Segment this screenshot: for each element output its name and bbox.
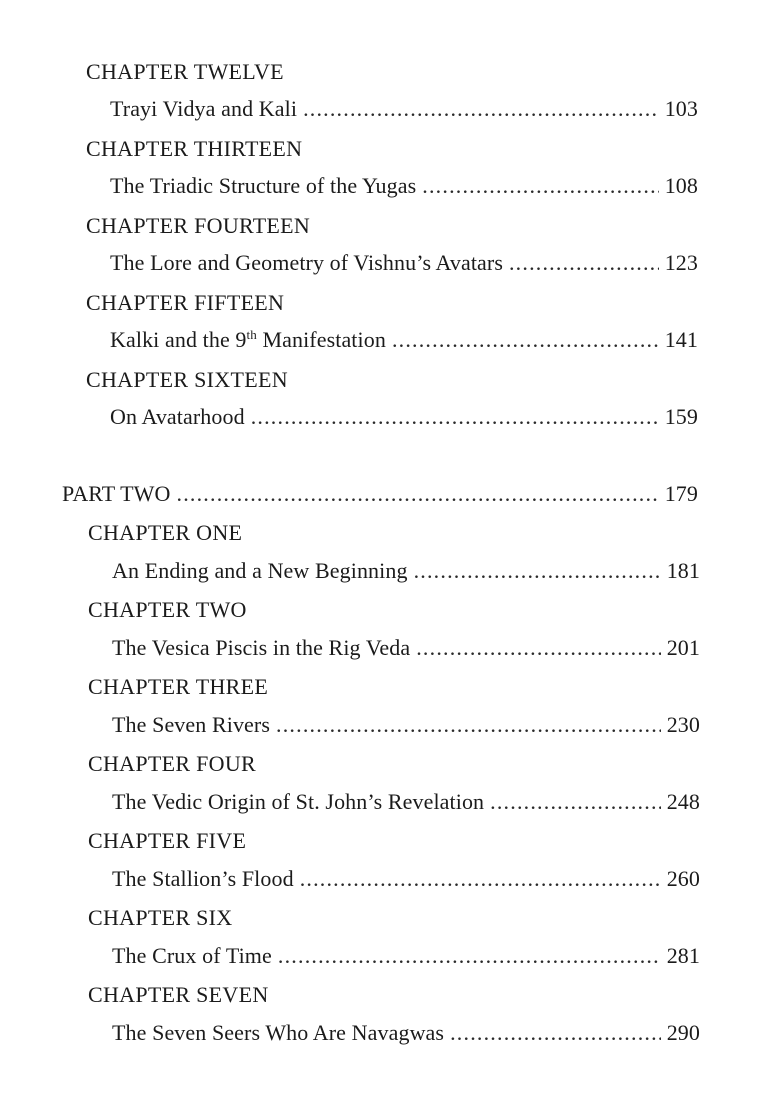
chapter-heading: CHAPTER FIFTEEN xyxy=(86,290,285,315)
dot-leader xyxy=(251,403,659,431)
chapter-heading: CHAPTER TWO xyxy=(88,597,247,622)
entry-title: The Vesica Piscis in the Rig Veda xyxy=(112,635,411,660)
page-number: 108 xyxy=(664,173,698,198)
page-number: 141 xyxy=(664,327,698,352)
dot-leader xyxy=(490,788,661,816)
entry-title: The Stallion’s Flood xyxy=(112,866,294,891)
page-number: 260 xyxy=(666,866,700,891)
toc-entry[interactable] xyxy=(112,634,700,662)
dot-leader xyxy=(414,557,661,585)
chapter-heading: CHAPTER TWELVE xyxy=(86,59,284,84)
part-title: PART TWO xyxy=(62,481,171,506)
page-number: 230 xyxy=(666,712,700,737)
page-number: 201 xyxy=(666,635,700,660)
entry-title: The Triadic Structure of the Yugas xyxy=(110,173,417,198)
entry-title: The Seven Rivers xyxy=(112,712,271,737)
dot-leader xyxy=(450,1019,661,1047)
chapter-heading: CHAPTER FOURTEEN xyxy=(86,213,311,238)
dot-leader xyxy=(303,95,659,123)
page-number: 179 xyxy=(664,481,698,506)
dot-leader xyxy=(300,865,661,893)
entry-title: The Seven Seers Who Are Navagwas xyxy=(112,1020,445,1045)
entry-title xyxy=(110,326,386,354)
chapter-heading: CHAPTER FIVE xyxy=(88,828,247,853)
dot-leader xyxy=(416,634,660,662)
toc-entry[interactable] xyxy=(110,249,698,277)
toc-entry[interactable] xyxy=(110,326,698,354)
toc-entry[interactable] xyxy=(112,942,700,970)
chapter-heading: CHAPTER THIRTEEN xyxy=(86,136,303,161)
page-number: 123 xyxy=(664,250,698,275)
chapter-heading: CHAPTER SIXTEEN xyxy=(86,367,288,392)
entry-title-part: Kalki and the 9 xyxy=(110,327,247,352)
entry-title: The Vedic Origin of St. John’s Revelation xyxy=(112,789,485,814)
dot-leader xyxy=(276,711,661,739)
entry-title: Trayi Vidya and Kali xyxy=(110,96,298,121)
page-number: 181 xyxy=(666,558,700,583)
entry-title-part: Manifestation xyxy=(256,327,386,352)
toc-entry[interactable] xyxy=(110,95,698,123)
entry-title: The Lore and Geometry of Vishnu’s Avatars xyxy=(110,250,503,275)
dot-leader xyxy=(278,942,661,970)
toc-entry[interactable] xyxy=(112,557,700,585)
entry-title: On Avatarhood xyxy=(110,404,245,429)
entry-title: The Crux of Time xyxy=(112,943,272,968)
toc-entry[interactable] xyxy=(110,403,698,431)
chapter-heading: CHAPTER ONE xyxy=(88,520,243,545)
chapter-heading: CHAPTER THREE xyxy=(88,674,269,699)
page-number: 281 xyxy=(666,943,700,968)
part-entry[interactable] xyxy=(62,480,698,508)
dot-leader xyxy=(177,480,659,508)
dot-leader xyxy=(509,249,659,277)
toc-entry[interactable] xyxy=(112,865,700,893)
page-number: 290 xyxy=(666,1020,700,1045)
toc-entry[interactable] xyxy=(110,172,698,200)
chapter-heading: CHAPTER FOUR xyxy=(88,751,257,776)
page-number: 103 xyxy=(664,96,698,121)
ordinal-superscript: th xyxy=(246,327,257,342)
page-number: 159 xyxy=(664,404,698,429)
entry-title: An Ending and a New Beginning xyxy=(112,558,408,583)
page-number: 248 xyxy=(666,789,700,814)
toc-entry[interactable] xyxy=(112,1019,700,1047)
dot-leader xyxy=(392,326,659,354)
chapter-heading: CHAPTER SIX xyxy=(88,905,233,930)
toc-entry[interactable] xyxy=(112,788,700,816)
chapter-heading: CHAPTER SEVEN xyxy=(88,982,269,1007)
toc-entry[interactable] xyxy=(112,711,700,739)
dot-leader xyxy=(422,172,658,200)
